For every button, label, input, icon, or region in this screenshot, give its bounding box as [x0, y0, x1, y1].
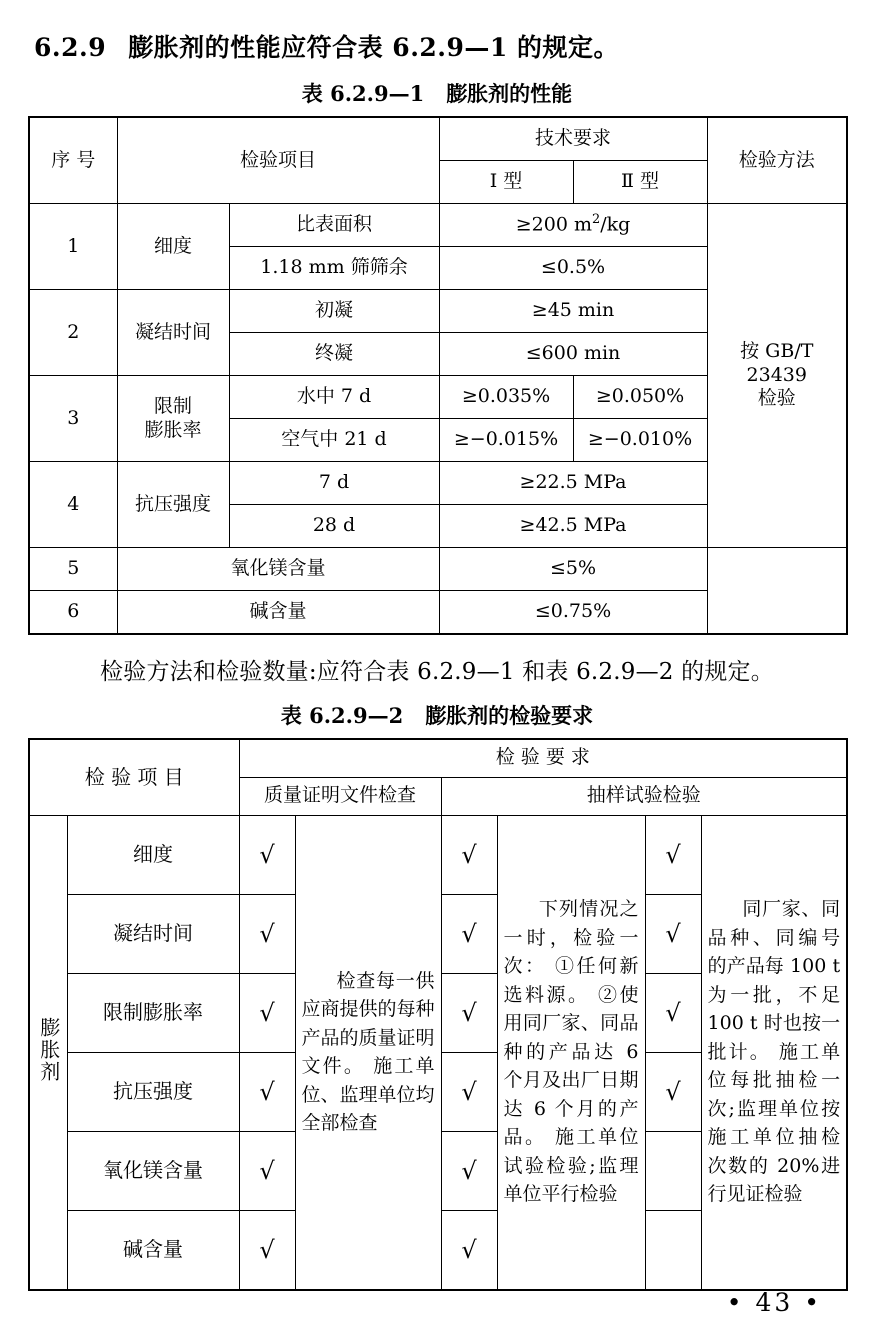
table-row [29, 739, 847, 777]
th-item [117, 117, 439, 204]
table1-caption [28, 78, 846, 108]
cell-value-3-2-t2: ≥−0.010% [573, 419, 707, 462]
table2-caption [28, 700, 846, 730]
method-line2: 检验 [757, 387, 796, 410]
th-type2 [573, 161, 707, 204]
table2-caption-label: 表 6.2.9—2 [280, 703, 404, 728]
table-row [29, 204, 847, 247]
cell-subitem-4-1: 7 d [229, 462, 439, 505]
cell-value-4-2: ≥42.5 MPa [439, 505, 707, 548]
th-seq-label: 序 号 [51, 148, 96, 171]
check-doc-1: √ [239, 815, 295, 894]
table-row [29, 117, 847, 161]
clause-number: 6.2.9 [34, 33, 107, 62]
row-item-2: 凝结时间 [67, 894, 239, 973]
cell-seq-1: 1 [29, 204, 117, 290]
cell-subitem-3-1: 水中 7 d [229, 376, 439, 419]
th-tech [439, 117, 707, 161]
cell-value-6: ≤0.75% [439, 591, 707, 635]
th2-sample-test: 抽样试验检验 [441, 777, 847, 815]
cell-seq-4: 4 [29, 462, 117, 548]
footer-left-dot: • [726, 1288, 745, 1317]
cell-subitem-4-2: 28 d [229, 505, 439, 548]
check-sample-4: √ [441, 1052, 497, 1131]
doc-paragraph-text: 检查每一供应商提供的每种产品的质量证明文件。 施工单位、监理单位均全部检查 [301, 969, 435, 1134]
method-line1: 按 GB/T 23439 [740, 339, 814, 386]
side-label-expansion-agent [29, 815, 67, 1290]
cell-seq-5: 5 [29, 548, 117, 591]
th-type2-label: Ⅱ 型 [621, 170, 659, 193]
batch-paragraph [701, 815, 847, 1290]
doc-paragraph [295, 815, 441, 1290]
cell-group-2: 凝结时间 [117, 290, 229, 376]
cell-value-1-1: ≥200 $m^2/kg$ [439, 204, 707, 247]
cell-group-3-line2: 膨胀率 [144, 418, 202, 441]
check-doc-4: √ [239, 1052, 295, 1131]
check-sample-3: √ [441, 973, 497, 1052]
row-item-5: 氧化镁含量 [67, 1131, 239, 1210]
th-type1 [439, 161, 573, 204]
row-item-6: 碱含量 [67, 1210, 239, 1290]
table1-caption-title: 膨胀剂的性能 [446, 81, 573, 106]
check-batch-6 [645, 1210, 701, 1290]
side-label-text: 膨胀剂 [36, 1016, 61, 1083]
batch-paragraph-text: 同厂家、同品种、同编号的产品每 100 t 为一批，不足 100 t 时也按一批计。 施工单位每批抽检一次;监理单位按施工单位抽检次数的 20%进行见证检验 [707, 898, 841, 1206]
th-method-label: 检验方法 [738, 148, 815, 171]
cell-value-3-1-t2: ≥0.050% [573, 376, 707, 419]
cell-value-1-2: ≤0.5% [439, 247, 707, 290]
cell-subitem-2-2: 终凝 [229, 333, 439, 376]
th2-requirement: 检 验 要 求 [239, 739, 847, 777]
cell-group-4: 抗压强度 [117, 462, 229, 548]
cell-method [707, 204, 847, 548]
check-doc-6: √ [239, 1210, 295, 1290]
condition-paragraph-text: 下列情况之一时，检验一次： ①任何新选料源。 ②使用同厂家、同品种的产品达 6 个月及出厂日期达 6 个月的产品。 施工单位试验检验;监理单位平行检验 [503, 898, 639, 1206]
th-tech-label: 技术要求 [535, 127, 612, 150]
table-row [29, 548, 847, 591]
row-item-3: 限制膨胀率 [67, 973, 239, 1052]
page-footer [727, 1288, 822, 1317]
check-sample-5: √ [441, 1131, 497, 1210]
cell-subitem-1-1: 比表面积 [229, 204, 439, 247]
check-doc-2: √ [239, 894, 295, 973]
table-expansion-agent-performance [28, 116, 848, 635]
th-method [707, 117, 847, 204]
th-type1-label: Ⅰ 型 [489, 170, 523, 193]
check-sample-6: √ [441, 1210, 497, 1290]
cell-value-3-1-t1: ≥0.035% [439, 376, 573, 419]
cell-group-3-line1: 限制 [153, 394, 192, 417]
cell-subitem-3-2: 空气中 21 d [229, 419, 439, 462]
check-doc-5: √ [239, 1131, 295, 1210]
cell-method-blank [707, 548, 847, 635]
check-batch-1: √ [645, 815, 701, 894]
check-batch-4: √ [645, 1052, 701, 1131]
th2-doc-check: 质量证明文件检查 [239, 777, 441, 815]
cell-seq-3: 3 [29, 376, 117, 462]
check-sample-1: √ [441, 815, 497, 894]
th2-item: 检 验 项 目 [29, 739, 239, 815]
check-sample-2: √ [441, 894, 497, 973]
page-number: 43 [755, 1288, 794, 1317]
cell-value-3-2-t1: ≥−0.015% [439, 419, 573, 462]
cell-group-1: 细度 [117, 204, 229, 290]
cell-seq-2: 2 [29, 290, 117, 376]
table2-caption-title: 膨胀剂的检验要求 [425, 703, 594, 728]
row-item-1: 细度 [67, 815, 239, 894]
th-seq [29, 117, 117, 204]
th-item-label: 检验项目 [240, 148, 317, 171]
cell-value-2-2: ≤600 min [439, 333, 707, 376]
clause-heading [34, 28, 846, 64]
cell-subitem-2-1: 初凝 [229, 290, 439, 333]
clause-text: 膨胀剂的性能应符合表 6.2.9—1 的规定。 [128, 33, 619, 62]
table1-caption-label: 表 6.2.9—1 [301, 81, 425, 106]
check-doc-3: √ [239, 973, 295, 1052]
cell-value-2-1: ≥45 min [439, 290, 707, 333]
footer-right-dot: • [804, 1288, 822, 1317]
cell-item-5: 氧化镁含量 [117, 548, 439, 591]
check-batch-2: √ [645, 894, 701, 973]
cell-value-5: ≤5% [439, 548, 707, 591]
check-batch-3: √ [645, 973, 701, 1052]
check-batch-5 [645, 1131, 701, 1210]
table-expansion-agent-inspection [28, 738, 848, 1291]
cell-value-4-1: ≥22.5 MPa [439, 462, 707, 505]
condition-paragraph [497, 815, 645, 1290]
table-row [29, 815, 847, 894]
cell-group-3 [117, 376, 229, 462]
cell-item-6: 碱含量 [117, 591, 439, 635]
cell-seq-6: 6 [29, 591, 117, 635]
row-item-4: 抗压强度 [67, 1052, 239, 1131]
mid-sentence: 检验方法和检验数量:应符合表 6.2.9—1 和表 6.2.9—2 的规定。 [100, 659, 774, 685]
cell-subitem-1-2: 1.18 mm 筛筛余 [229, 247, 439, 290]
